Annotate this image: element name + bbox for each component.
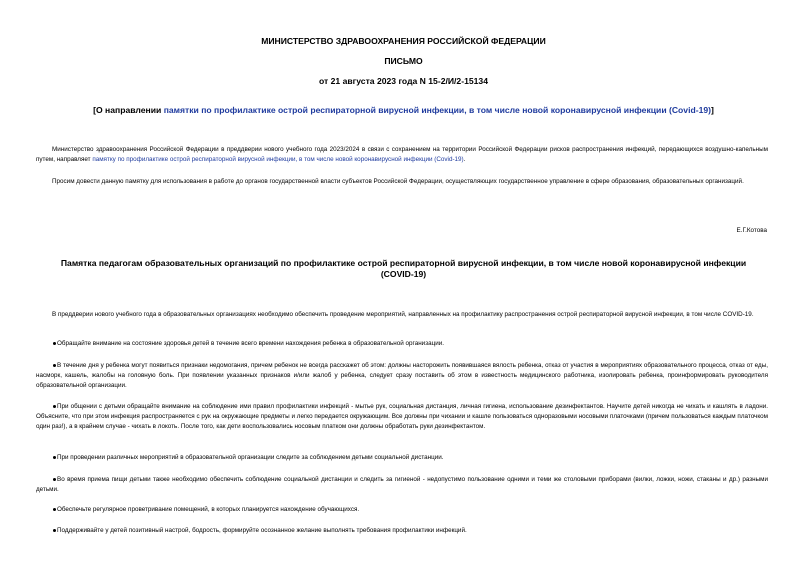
signature: Е.Г.Котова <box>736 227 767 234</box>
bullet-dot-icon <box>53 478 56 481</box>
letter-paragraph-2: Просим довести данную памятку для использования в работе до органов государственной власти субъектов Российской Федерации, осуществляющих государственное управление в сфере образования, образовательных организаций. <box>52 178 744 185</box>
memo-intro: В преддверии нового учебного года в образовательных организациях необходимо обеспечить проведение мероприятий, направленных на профилактику распространения острой респираторной вирусной инфекции, в том числе COVID-19. <box>52 311 754 318</box>
bullet-text: Обеспечьте регулярное проветривание помещений, в которых планируется нахождение обучающихся. <box>57 506 360 513</box>
memo-bullet-4 <box>36 453 768 463</box>
memo-link[interactable]: памятку по профилактике острой респираторной вирусной инфекции, в том числе новой коронавирусной инфекции (Covid-19) <box>92 156 464 163</box>
memo-title-line-1: Памятка педагогам образовательных организаций по профилактике острой респираторной вирусной инфекции, в том числе новой коронавирусной инфекции <box>60 258 747 268</box>
subject-suffix: ] <box>711 105 714 115</box>
bullet-dot-icon <box>53 364 56 367</box>
letter-p1-text: Министерство здравоохранения Российской Федерации в преддверии нового учебного года 2023/2024 в связи с сохранением на территории Российской Федерации рисков распространения инфекций, передающихся воздушно-капельным путем, направляет <box>36 146 768 163</box>
bullet-text: Поддерживайте у детей позитивный настрой, бодрость, формируйте осознанное желание выполнять требования профилактики инфекций. <box>57 527 467 534</box>
ministry-heading: МИНИСТЕРСТВО ЗДРАВООХРАНЕНИЯ РОССИЙСКОЙ ФЕДЕРАЦИИ <box>261 36 546 46</box>
bullet-dot-icon <box>53 529 56 532</box>
bullet-dot-icon <box>53 508 56 511</box>
bullet-dot-icon <box>53 405 56 408</box>
memo-title <box>40 258 767 280</box>
letter-paragraph-1 <box>36 145 768 165</box>
bullet-dot-icon <box>53 342 56 345</box>
document-date-number: от 21 августа 2023 года N 15-2/И/2-15134 <box>319 76 488 86</box>
letter-p1-end: . <box>463 156 466 163</box>
bullet-text: При общении с детьми обращайте внимание на соблюдение ими правил профилактики инфекций - мытье рук, социальная дистанция, личная гигиена, использование дезинфектантов. Научите детей никогда не чихать и кашлять в ладони. Объясните, что при этом инфекция распространяется с рук на окружающие предметы и легко передается окружающим. Все должны при чихании и кашле пользоваться одноразовыми носовыми платочками (причем пользоваться каждым платочком один раз!), а в крайнем случае - чихать в локоть. После того, как дети воспользовались носовым платком они должны обработать руки дезинфектантом. <box>36 403 768 430</box>
memo-bullet-5 <box>36 475 768 495</box>
bullet-text: Обращайте внимание на состояние здоровья детей в течение всего времени нахождения ребенка в образовательной организации. <box>57 340 444 347</box>
memo-bullet-6 <box>36 505 768 515</box>
bullet-text: Во время приема пищи детьми также необходимо обеспечить соблюдение социальной дистанции и следить за гигиеной - недопустимо пользование одними и теми же столовыми приборами (вилки, ложки, ножи, стаканы и др.) разными детьми. <box>36 476 768 493</box>
memo-bullet-7 <box>36 526 768 536</box>
bullet-text: В течение дня у ребенка могут появиться признаки недомогания, причем ребенок не всегда расскажет об этом: должны насторожить появившаяся вялость ребенка, отказ от участия в мероприятиях образовательного процесса, отказ от еды, насморк, кашель, жалобы на головную боль. При появлении указанных признаков и/или жалоб у ребенка, следует сразу поставить об этом в известность медицинского работника, изолировать ребенка, проинформировать руководителя образовательной организации. <box>36 362 768 389</box>
memo-bullet-2 <box>36 361 768 391</box>
bullet-dot-icon <box>53 456 56 459</box>
document-subject <box>40 105 767 116</box>
document-type: ПИСЬМО <box>384 56 423 66</box>
subject-link[interactable]: памятки по профилактике острой респираторной вирусной инфекции, в том числе новой коронавирусной инфекции (Covid-19) <box>163 105 711 115</box>
memo-bullet-3 <box>36 402 768 432</box>
bullet-text: При проведении различных мероприятий в образовательной организации следите за соблюдением детьми социальной дистанции. <box>57 454 444 461</box>
subject-prefix: [О направлении <box>93 105 164 115</box>
memo-title-line-2: (COVID-19) <box>380 269 427 279</box>
memo-bullet-1 <box>36 339 768 349</box>
